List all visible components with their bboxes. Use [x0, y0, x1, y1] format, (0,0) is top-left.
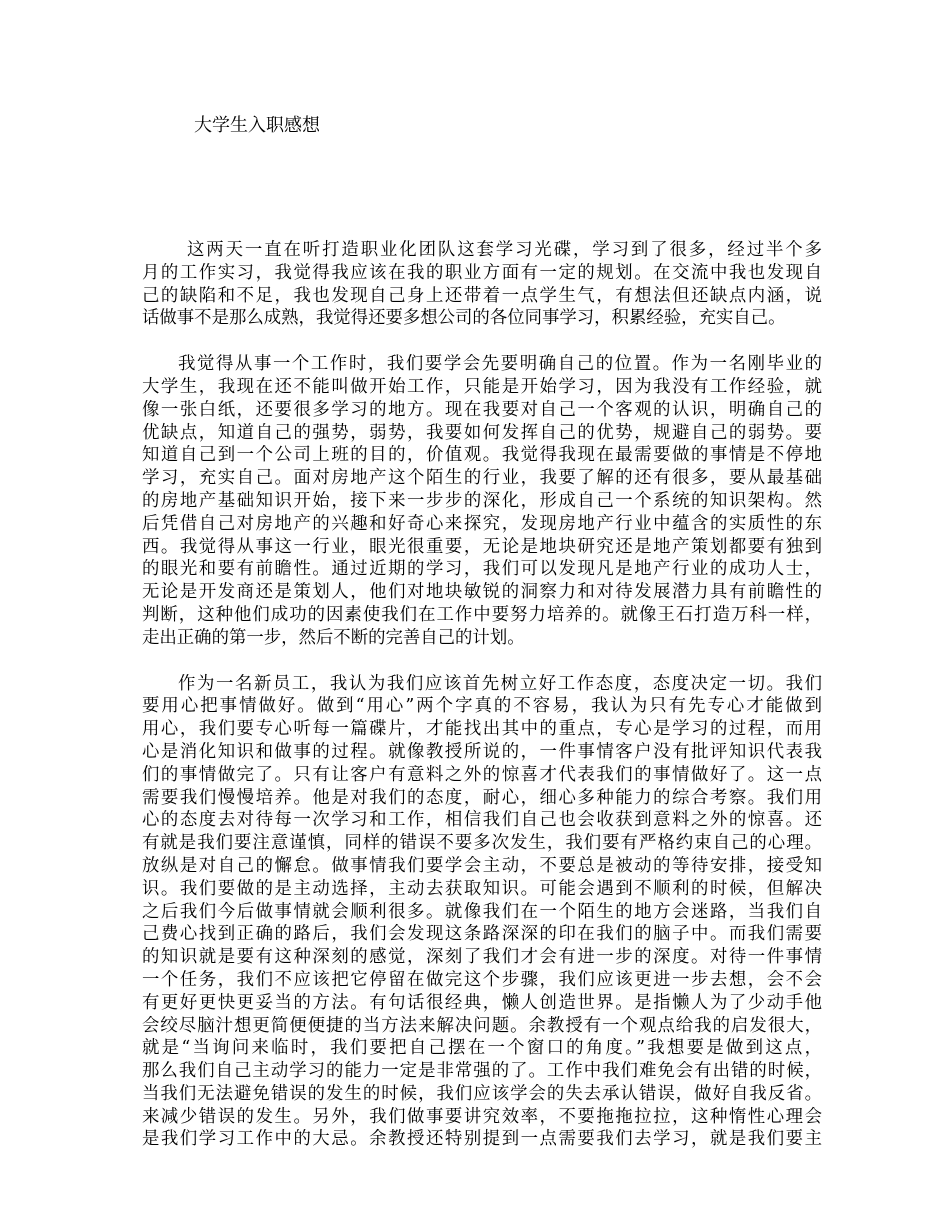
text-line: 心是消化知识和做事的过程。就像教授所说的，一件事情客户没有批评知识代表我	[142, 741, 822, 762]
text-line: 的知识就是要有这种深刻的感觉，深刻了我们才会有进一步的深度。对待一件事情	[142, 947, 822, 968]
text-line: 判断，这种他们成功的因素使我们在工作中要努力培养的。就像王石打造万科一样，	[142, 604, 822, 625]
text-line: 的眼光和要有前瞻性。通过近期的学习，我们可以发现凡是地产行业的成功人士，	[142, 559, 822, 580]
text-line: 这两天一直在听打造职业化团队这套学习光碟，学习到了很多，经过半个多	[187, 240, 822, 260]
text-line: 西。我觉得从事这一行业，眼光很重要，无论是地块研究还是地产策划都要有独到	[142, 536, 822, 557]
text-line: 有就是我们要注意谨慎，同样的错误不要多次发生，我们要有严格约束自己的心理。	[142, 833, 822, 854]
paragraph-1	[142, 239, 822, 330]
text-line: 是我们学习工作中的大忌。余教授还特别提到一点需要我们去学习，就是我们要主	[142, 1129, 822, 1150]
text-line: 那么我们自己主动学习的能力一定是非常强的了。工作中我们难免会有出错的时候，	[142, 1061, 822, 1082]
text-line: 需要我们慢慢培养。他是对我们的态度，耐心，细心多种能力的综合考察。我们用	[142, 787, 822, 808]
text-line: 像一张白纸，还要很多学习的地方。现在我要对自己一个客观的认识，明确自己的	[142, 399, 822, 420]
text-line: 用心，我们要专心听每一篇碟片，才能找出其中的重点，专心是学习的过程，而用	[142, 719, 822, 740]
text-line: 己费心找到正确的路后，我们会发现这条路深深的印在我们的脑子中。而我们需要	[142, 924, 822, 945]
text-line: 话做事不是那么成熟，我觉得还要多想公司的各位同事学习，积累经验，充实自己。	[142, 308, 786, 329]
text-line: 放纵是对自己的懈怠。做事情我们要学会主动，不要总是被动的等待安排，接受知	[142, 855, 822, 876]
text-line: 知道自己到一个公司上班的目的，价值观。我觉得我现在最需要做的事情是不停地	[142, 445, 822, 466]
text-line: 我觉得从事一个工作时，我们要学会先要明确自己的位置。作为一名刚毕业的	[178, 354, 822, 375]
paragraph-2	[142, 353, 822, 649]
text-line: 要用心把事情做好。做到“用心”两个字真的不容易，我认为只有先专心才能做到	[142, 696, 822, 717]
text-line: 作为一名新员工，我认为我们应该首先树立好工作态度，态度决定一切。我们	[178, 673, 822, 694]
text-line: 心的态度去对待每一次学习和工作，相信我们自己也会收获到意料之外的惊喜。还	[142, 810, 822, 831]
text-line: 月的工作实习，我觉得我应该在我的职业方面有一定的规划。在交流中我也发现自	[142, 262, 822, 283]
text-line: 学习，充实自己。面对房地产这个陌生的行业，我要了解的还有很多，要从最基础	[142, 468, 822, 489]
text-line: 识。我们要做的是主动选择，主动去获取知识。可能会遇到不顺利的时候，但解决	[142, 878, 822, 899]
text-line: 的房地产基础知识开始，接下来一步步的深化，形成自己一个系统的知识架构。然	[142, 490, 822, 511]
document-body	[142, 239, 822, 1174]
text-line: 大学生，我现在还不能叫做开始工作，只能是开始学习，因为我没有工作经验，就	[142, 376, 822, 397]
text-line: 之后我们今后做事情就会顺利很多。就像我们在一个陌生的地方会迷路，当我们自	[142, 901, 822, 922]
text-line: 后凭借自己对房地产的兴趣和好奇心来探究，发现房地产行业中蕴含的实质性的东	[142, 513, 822, 534]
text-line: 一个任务，我们不应该把它停留在做完这个步骤，我们应该更进一步去想，会不会	[142, 969, 822, 990]
text-line: 来减少错误的发生。另外，我们做事要讲究效率，不要拖拖拉拉，这种惰性心理会	[142, 1106, 822, 1127]
text-line: 己的缺陷和不足，我也发现自己身上还带着一点学生气，有想法但还缺点内涵，说	[142, 285, 822, 306]
text-line: 们的事情做完了。只有让客户有意料之外的惊喜才代表我们的事情做好了。这一点	[142, 764, 822, 785]
text-line: 当我们无法避免错误的发生的时候，我们应该学会的失去承认错误，做好自我反省。	[142, 1083, 822, 1104]
text-line: 优缺点，知道自己的强势，弱势，我要如何发挥自己的优势，规避自己的弱势。要	[142, 422, 822, 443]
document-title: 大学生入职感想	[194, 115, 320, 136]
text-line: 无论是开发商还是策划人，他们对地块敏锐的洞察力和对待发展潜力具有前瞻性的	[142, 582, 822, 603]
text-line: 就是“当询问来临时，我们要把自己摆在一个窗口的角度。”我想要是做到这点，	[142, 1038, 822, 1059]
text-line: 有更好更快更妥当的方法。有句话很经典，懒人创造世界。是指懒人为了少动手他	[142, 992, 822, 1013]
text-line: 走出正确的第一步，然后不断的完善自己的计划。	[142, 627, 525, 648]
text-line: 会绞尽脑汁想更简便便捷的当方法来解决问题。余教授有一个观点给我的启发很大，	[142, 1015, 822, 1036]
paragraph-3	[142, 673, 822, 1152]
